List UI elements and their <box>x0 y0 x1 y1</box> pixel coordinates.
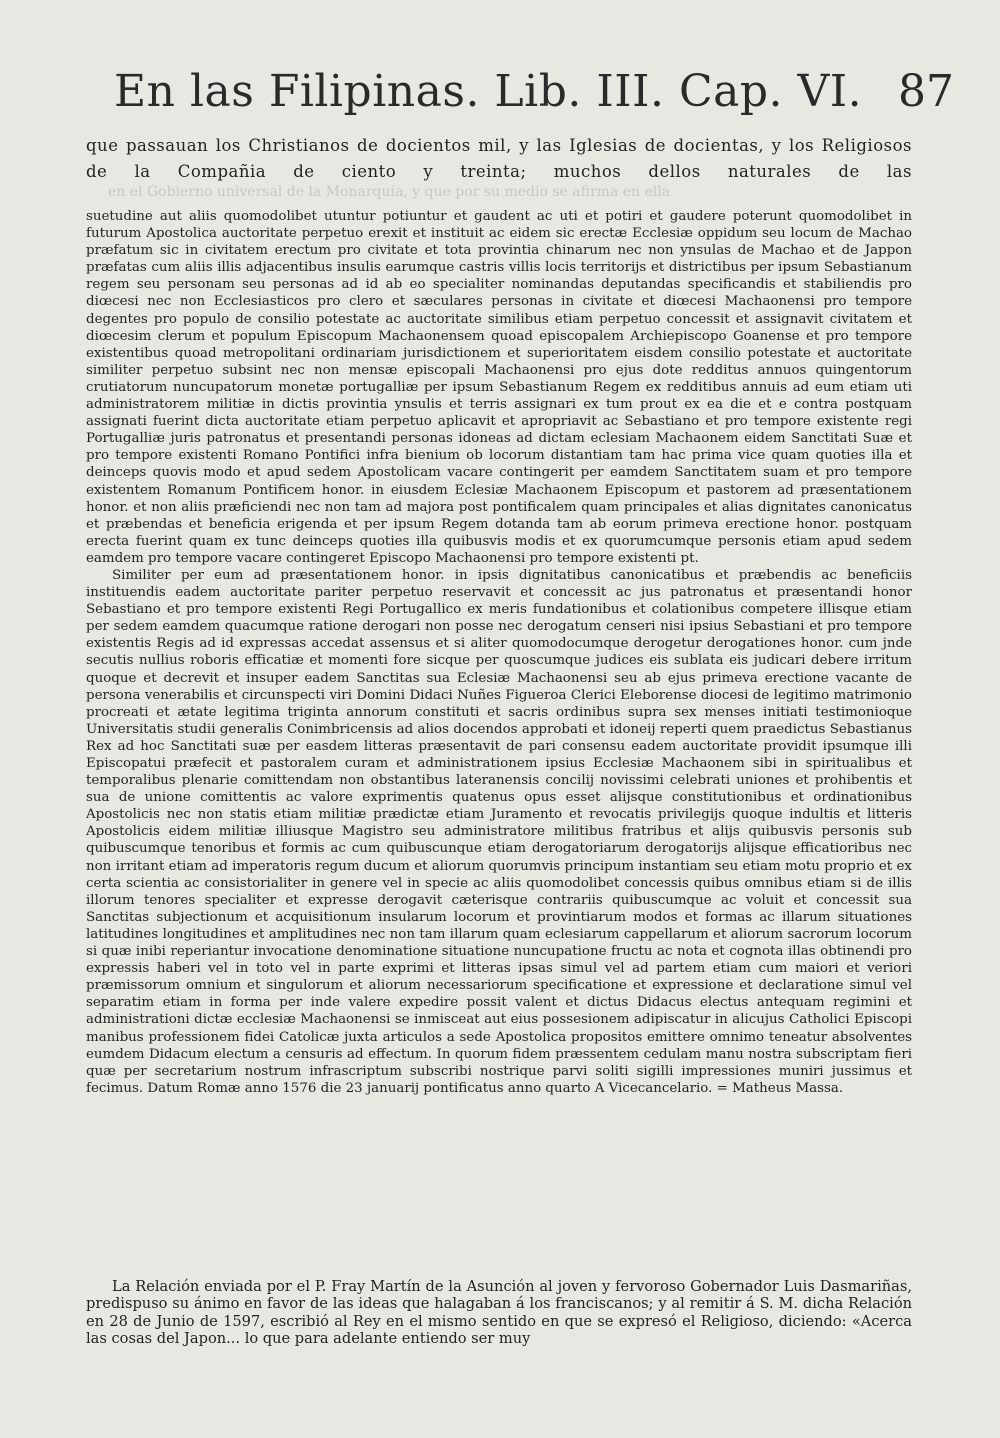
running-head: En las Filipinas. Lib. III. Cap. VI. <box>114 66 863 117</box>
relacion-paragraph: La Relación enviada por el P. Fray Martín de la Asunción al joven y fervoroso Gobernador Luis Dasmariñas, predispuso su ánimo en favor de las ideas que halagaban á los franciscanos; y al remitir á S. M. dicha Relación en 28 de Junio de 1597, escribió al Rey en el mismo sentido en que se expresó el Religioso, diciendo: «Acerca las cosas del Japon... lo que para adelante entiendo ser muy <box>86 1278 912 1348</box>
bull-paragraph-2: Similiter per eum ad præsentationem honor. in ipsis dignitatibus canonicatibus et præbendis ac beneficiis instituendis eadem auctoritate pariter perpetuo reservavit et concessit ac jus patronatus et præsentandi honor Sebastiano et pro tempore existenti Regi Portugallico ex meris fundationibus et colationibus competere illisque etiam per sedem eamdem quacumque ratione derogari non posse nec derogatum censeri nisi ipsius Sebastiani et pro tempore existentis Regis ad id expressas accedat assensus et si aliter quomodocumque derogetur derogationes honor. cum jnde secutis nullius roboris efficatiæ et momenti fore sicque per quoscumque judices eis sublata eis judicari debere irritum quoque et decrevit et insuper eadem Sanctitas sua Eclesiæ Machaonensi seu ab ejus primeva erectione vacante de persona venerabilis et circunspecti viri Domini Didaci Nuñes Figueroa Clerici Eleborense diocesi de legitimo matrimonio procreati et ætate legitima triginta annorum constituti et sacris ordinibus supra sex menses initiati testimonioque Universitatis studii generalis Conimbricensis ad alios docendos approbati et idoneij reperti quem praedictus Sebastianus Rex ad hoc Sanctitati suæ per easdem litteras præsentavit de pari consensu eadem auctoritate providit ipsumque illi Episcopatui præfecit et pastoralem curam et administrationem ipsius Ecclesiæ Machaonem sibi in spiritualibus et temporalibus plenarie comittendam non obstantibus lateranensis concilij novissimi celebrati uniones et prohibentis et sua de unione comittentis ac valore exprimentis quatenus opus esset alijsque constitutionibus et ordinationibus Apostolicis nec non statis etiam militiæ prædictæ etiam Juramento et revocatis privilegijs quoque indultis et litteris Apostolicis eidem militiæ illiusque Magistro seu administratore militibus fratribus et alijs quibusvis personis sub quibuscumque tenoribus et formis ac cum quibuscunque etiam derogatoriarum derogatorijs alijsque efficatioribus nec non irritant etiam ad imperatoris regum ducum et aliorum quorumvis principum instantiam seu etiam motu proprio et ex certa scientia ac consistorialiter in genere vel in specie ac aliis quomodolibet concessis quibus omnibus etiam si de illis illorum tenores specialiter et expresse derogavit cæterisque contrariis quibuscumque ac voluit et concessit sua Sanctitas subjectionum et acquisitionum insularum locorum et provintiarum modos et formas ac illarum situationes latitudines longitudines et amplitudines nec non tam illarum quam eclesiarum cappellarum et aliorum sacrorum locorum si quæ inibi reperiantur invocatione denominatione situatione nuncupatione fructu ac nota et cognota illas obtinendi pro expressis haberi vel in toto vel in parte exprimi et litteras ipsas simul vel ad partem etiam cum maiori et veriori præmissorum omnium et singulorum et aliorum necessariorum specificatione et expressione et declaratione simul vel separatim etiam in forma per inde valere expedire possit valent et dictus Didacus electus antequam regimini et administrationi dictæ ecclesiæ Machaonensi se inmisceat aut eius possesionem adipiscatur in alicujus Catholici Episcopi manibus professionem fidei Catolicæ juxta articulos a sede Apostolica propositos emittere omnimo teneatur absolventes eumdem Didacum electum a censuris ad effectum. In quorum fidem præssentem cedulam manu nostra subscriptam fieri quæ per secretarium nostrum infrascriptum subscribi nostrique parvi soliti sigilli impressiones muniri jussimus et fecimus. Datum Romæ anno 1576 die 23 januarij pontificatus anno quarto A Vicecancelario. = Matheus Massa. <box>86 567 912 1096</box>
intro-text: que passauan los Christianos de docientos mil, y las Iglesias de docientas, y los Religiosos de la Compañia de ciento y treinta; muchos dellos naturales de las <box>86 136 912 181</box>
page-header <box>114 66 954 126</box>
page-number: 87 <box>898 66 954 117</box>
relacion-section <box>86 1278 912 1348</box>
bull-paragraph-1: suetudine aut aliis quomodolibet utuntur potiuntur et gaudent ac uti et potiri et gaudere poterunt quomodolibet in futurum Apostolica auctoritate perpetuo erexit et instituit ac eidem sic erectæ Ecclesiæ oppidum seu locum de Machao præfatum sic in civitatem erectum pro civitate et tota provintia chinarum nec non ynsulas de Machao et de Jappon præfatas cum aliis illis adjacentibus insulis earumque castris villis locis territorijs et districtibus per ipsum Sebastianum regem seu personam seu personas ad id ab eo specialiter nominandas deputandas specificandis et stabiliendis pro diœcesi nec non Ecclesiasticos pro clero et sæculares personas in civitate et diœcesi Machaonensi pro tempore degentes pro populo de consilio potestate ac auctoritate similibus etiam perpetuo concessit et assignavit civitatem et diœcesim clerum et populum Episcopum Machaonensem quoad episcopalem Archiepiscopo Goanense et pro tempore existentibus quoad metropolitani ordinariam jurisdictionem et superioritatem eisdem consilio potestate et auctoritate similiter perpetuo subsint nec non mensæ episcopali Machaonensi pro ejus dote redditus annuos quingentorum crutiatorum nuncupatorum monetæ portugalliæ per ipsum Sebastianum Regem ex redditibus annuis ad eum etiam uti administratorem militiæ in dictis provintia ynsulis et terris assignari ex tum prout ex ea die et e contra postquam assignati fuerint dicta auctoritate etiam perpetuo aplicavit et apropriavit ac Sebastiano et pro tempore existente regi Portugalliæ juris patronatus et presentandi personas idoneas ad dictam eclesiam Machaonem eidem Sanctitati Suæ et pro tempore existenti Romano Pontifici infra bienium ob locorum distantiam tam hac prima vice quam quoties illa et deinceps quovis modo et apud sedem Apostolicam vacare contingerit per eamdem Sanctitatem suam et pro tempore existentem Romanum Pontificem honor. in eiusdem Eclesiæ Machaonem Episcopum et pastorem ad præsentationem honor. et non aliis præficiendi nec non tam ad majora post pontificalem quam principales et alias dignitates canonicatus et præbendas et beneficia erigenda et per ipsum Regem dotanda tam ab eorum primeva erectione honor. postquam erecta fuerint quam ex tunc deinceps quoties illa quibusvis modis et ex quorumcumque personis etiam apud sedem eamdem pro tempore vacare contingeret Episcopo Machaonensi pro tempore existenti pt. <box>86 209 912 566</box>
papal-bull-text <box>86 208 912 1097</box>
bleed-through-text: en el Gobierno universal de la Monarquia, y que por su medio se afirma en ella <box>108 184 671 200</box>
